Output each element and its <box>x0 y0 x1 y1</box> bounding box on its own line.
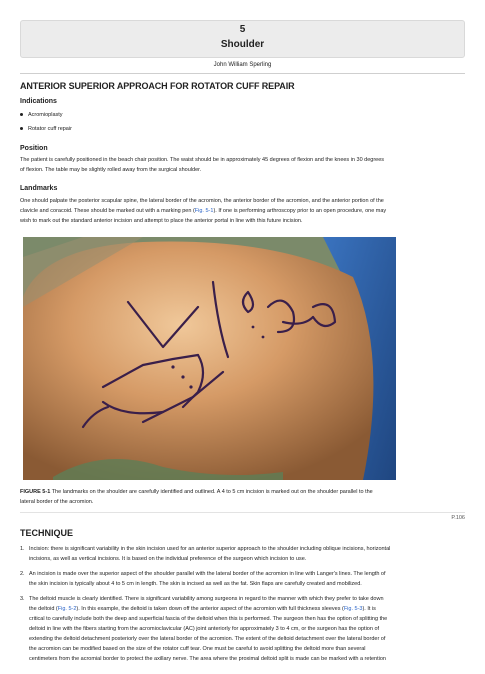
section-title: ANTERIOR SUPERIOR APPROACH FOR ROTATOR CUFF REPAIR <box>20 81 295 91</box>
position-paragraph: The patient is carefully positioned in the beach chair position. The waist should be in approximately 45 degrees of flexion and the knees in 30 degrees of flexion. The table may be slightly rolled away from the surgical shoulder. <box>20 157 385 173</box>
bullet-icon <box>20 113 23 116</box>
indications-heading: Indications <box>20 98 57 105</box>
list-item: Rotator cuff repair <box>20 126 72 132</box>
shoulder-photo <box>23 237 396 480</box>
landmarks-heading: Landmarks <box>20 185 58 192</box>
chapter-number: 5 <box>239 24 246 35</box>
divider <box>20 512 465 513</box>
divider <box>20 73 465 74</box>
chapter-header <box>20 20 465 58</box>
bullet-icon <box>20 127 23 130</box>
document-page: 5 Shoulder John William Sperling ANTERIOR SUPERIOR APPROACH FOR ROTATOR CUFF REPAIR Indications Acromioplasty Rotator cuff repair Position The patient is carefully positioned in the beach chair position. The waist should be in approximately 45 degrees of flexion and the knees in 30 degrees of flexion. The table may be slightly rolled away from the surgical shoulder. Landmarks One should palpate the posterior scapular spine, the lateral border of the acromion, the anterior border of the acromion, and the anterior portion of the clavicle and coracoid. These should be marked out with a marking pen (Fig. 5-1). If one is performing arthroscopy prior to an open procedure, one may wish to mark out the standard anterior incision and attempt to place the anterior portal in line with this future incision. FIGURE 5-1 The landmarks on the shoulder are carefully identified and outlined. A 4 to 5 cm incision is marked out on the shoulder parallel to the lateral border of the acromion. P.106 TECHNIQUE 1. Incision: there is significant variability in the skin incision used for an anterior superior approach to the shoulder including oblique incisions, horizontal incisions, as well as vertical incisions. It is based on the individual preference of the surgeon which incision to use. 2. An incision is made over the superior aspect of the shoulder parallel with the lateral border of the acromion in line with Langer's lines. The length of the skin incision is typically about 4 to 5 cm in length. The skin is incised as well as the fat. Skin flaps are carefully created and mobilized. 3. The deltoid muscle is clearly identified. There is significant variability among surgeons in regard to the manner with which they prefer to take down the deltoid (Fig. 5-2). In this example, the deltoid is taken down off the anterior aspect of the acromion with full thickness sleeves (Fig. 5-3). It is critical to carefully include both the deep and superficial fascia of the deltoid when this is performed. The surgeon then has the option of splitting the deltoid in line with the fibers starting from the acromioclavicular (AC) joint anteriorly for approximately 3 to 4 cm, or the surgeon has the option of extending the deltoid detachment posteriorly over the lateral border of the acromion. The extent of the deltoid detachment over the lateral border of the acromion can be modified based on the size of the rotator cuff tear. One must be careful to avoid splitting the deltoid more than several centimeters from the acromial border to protect the axillary nerve. The area where the proximal deltoid split is made can be marked with a retention <box>0 0 485 674</box>
figure-link[interactable]: Fig. 5-2 <box>57 606 77 612</box>
page-marker: P.106 <box>451 515 465 521</box>
list-item: Acromioplasty <box>20 112 63 118</box>
technique-heading: TECHNIQUE <box>20 528 74 538</box>
landmarks-paragraph: One should palpate the posterior scapular spine, the lateral border of the acromion, the anterior border of the acromion, and the anterior portion of the clavicle and coracoid. These should be marked out with a marking pen (Fig. 5-1). If one is performing arthroscopy prior to an open procedure, one may wish to mark out the standard anterior incision and attempt to place the anterior portal in line with this future incision. <box>20 198 387 224</box>
author-name: John William Sperling <box>213 62 272 68</box>
chapter-title: Shoulder <box>220 39 265 50</box>
figure-caption: FIGURE 5-1 The landmarks on the shoulder are carefully identified and outlined. A 4 to 5 cm incision is marked out on the shoulder parallel to the lateral border of the acromion. <box>20 489 373 505</box>
figure-link[interactable]: Fig. 5-3 <box>343 606 363 612</box>
figure-link[interactable]: Fig. 5-1 <box>194 208 214 214</box>
position-heading: Position <box>20 145 48 152</box>
